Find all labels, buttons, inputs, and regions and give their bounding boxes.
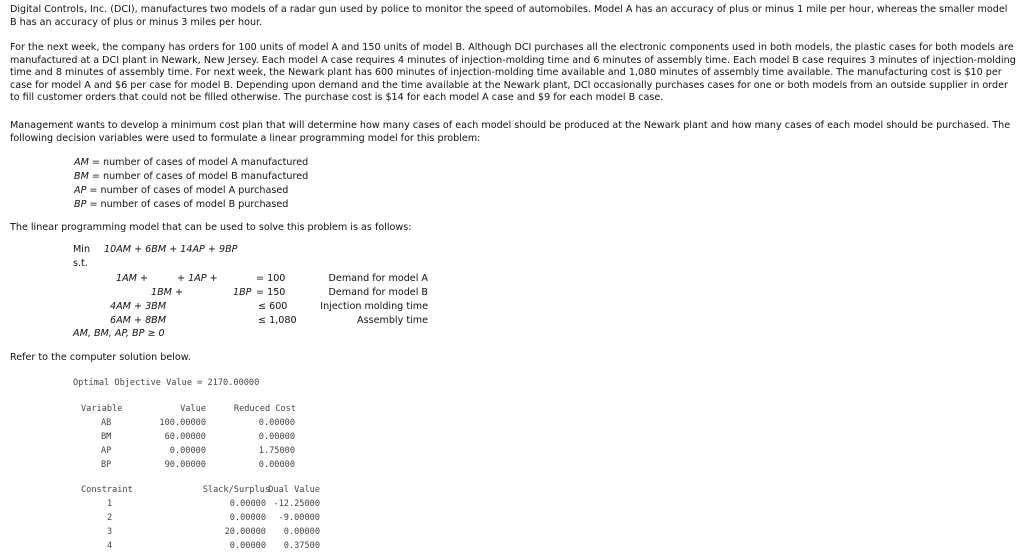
- variable-value: 90.00000: [164, 460, 206, 470]
- slack-surplus-value: 0.00000: [229, 513, 266, 523]
- constraint-1-rhs: = 100: [256, 273, 286, 284]
- variable-description: = number of cases of model B purchased: [89, 199, 289, 210]
- reduced-cost: 0.00000: [258, 460, 295, 470]
- constraint-number: 1: [107, 499, 113, 509]
- solution-intro-paragraph: Refer to the computer solution below.: [10, 352, 191, 363]
- constraint-1-mid: + 1AP +: [177, 273, 218, 284]
- variable-symbol: BP: [74, 199, 87, 210]
- variable-description: = number of cases of model A purchased: [89, 185, 289, 196]
- value-header: Value: [180, 404, 206, 414]
- constraint-2-mid: 1BP: [233, 287, 252, 298]
- variable-definition: [74, 170, 308, 184]
- variable-description: = number of cases of model A manufactured: [91, 157, 309, 168]
- dual-value-header: Dual Value: [268, 485, 320, 495]
- reduced-cost: 0.00000: [258, 432, 295, 442]
- constraint-header: Constraint: [81, 485, 133, 495]
- constraint-2-desc: Demand for model B: [328, 287, 428, 298]
- constraint-3-rhs: ≤ 600: [258, 301, 288, 312]
- dual-value: -12.25000: [273, 499, 320, 509]
- st-label: s.t.: [73, 258, 88, 269]
- constraint-2-left: 1BM +: [151, 287, 184, 298]
- variable-symbol: AM: [74, 157, 89, 168]
- dual-value: 0.00000: [283, 527, 320, 537]
- reduced-cost-header: Reduced Cost: [233, 404, 296, 414]
- constraint-number: 4: [107, 541, 113, 551]
- constraint-4-left: 6AM + 8BM: [110, 315, 167, 326]
- slack-surplus-header: Slack/Surplus: [202, 485, 270, 495]
- constraint-1-left: 1AM +: [116, 273, 149, 284]
- variable-value: 0.00000: [169, 446, 206, 456]
- intro-paragraph: Digital Controls, Inc. (DCI), manufactures two models of a radar gun used by police to monitor the speed of automobiles. Model A has an accuracy of plus or minus 1 mile per hour, whereas the smaller model B has an accuracy of plus or minus 3 miles per hour.: [10, 4, 1008, 28]
- variable-header: Variable: [81, 404, 123, 414]
- slack-surplus-value: 0.00000: [229, 541, 266, 551]
- constraint-4-rhs: ≤ 1,080: [258, 315, 297, 326]
- nonnegativity-constraint: AM, BM, AP, BP ≥ 0: [73, 328, 165, 339]
- variable-symbol: BM: [74, 171, 89, 182]
- objective-function: 10AM + 6BM + 14AP + 9BP: [104, 244, 238, 255]
- reduced-cost: 1.75000: [258, 446, 295, 456]
- constraint-1-desc: Demand for model A: [328, 273, 428, 284]
- variable-value: 100.00000: [159, 418, 206, 428]
- variable-name: AP: [101, 446, 112, 456]
- constraint-number: 3: [107, 527, 113, 537]
- slack-surplus-value: 0.00000: [229, 499, 266, 509]
- variable-definition: [74, 184, 288, 198]
- variable-value: 60.00000: [164, 432, 206, 442]
- management-paragraph: Management wants to develop a minimum cost plan that will determine how many cases of each model should be produced at the Newark plant and how many cases of each model should be purchased. The following decision variables were used to formulate a linear programming model for this problem:: [10, 120, 1011, 144]
- orders-paragraph: For the next week, the company has orders for 100 units of model A and 150 units of model B. Although DCI purchases all the electronic components used in both models, the plastic cases for both models are manufactured at a DCI plant in Newark, New Jersey. Each model A case requires 4 minutes of injection-molding time and 6 minutes of assembly time. Each model B case requires 3 minutes of injection-molding time and 8 minutes of assembly time. For next week, the Newark plant has 600 minutes of injection-molding time available and 1,080 minutes of assembly time available. The manufacturing cost is $10 per case for model A and $6 per case for model B. Depending upon demand and the time available at the Newark plant, DCI occasionally purchases cases for one or both models from an outside supplier in order to fill customer orders that could not be filled otherwise. The purchase cost is $14 for each model A case and $9 for each model B case.: [10, 42, 1016, 104]
- min-label: Min: [73, 244, 91, 255]
- variable-symbol: AP: [74, 185, 87, 196]
- constraint-2-rhs: = 150: [256, 287, 286, 298]
- slack-surplus-value: 20.00000: [224, 527, 266, 537]
- variable-definition: [74, 156, 308, 170]
- variable-name: BM: [101, 432, 112, 442]
- lp-intro-paragraph: The linear programming model that can be used to solve this problem is as follows:: [10, 222, 412, 233]
- variable-description: = number of cases of model B manufactured: [91, 171, 309, 182]
- dual-value: -9.00000: [278, 513, 320, 523]
- constraint-number: 2: [107, 513, 113, 523]
- constraint-3-left: 4AM + 3BM: [110, 301, 167, 312]
- dual-value: 0.37500: [283, 541, 320, 551]
- variable-definition: [74, 198, 288, 212]
- variable-name: AB: [101, 418, 112, 428]
- variable-name: BP: [101, 460, 112, 470]
- constraint-4-desc: Assembly time: [357, 315, 428, 326]
- reduced-cost: 0.00000: [258, 418, 295, 428]
- optimal-objective-value: Optimal Objective Value = 2170.00000: [73, 378, 260, 388]
- constraint-3-desc: Injection molding time: [320, 301, 428, 312]
